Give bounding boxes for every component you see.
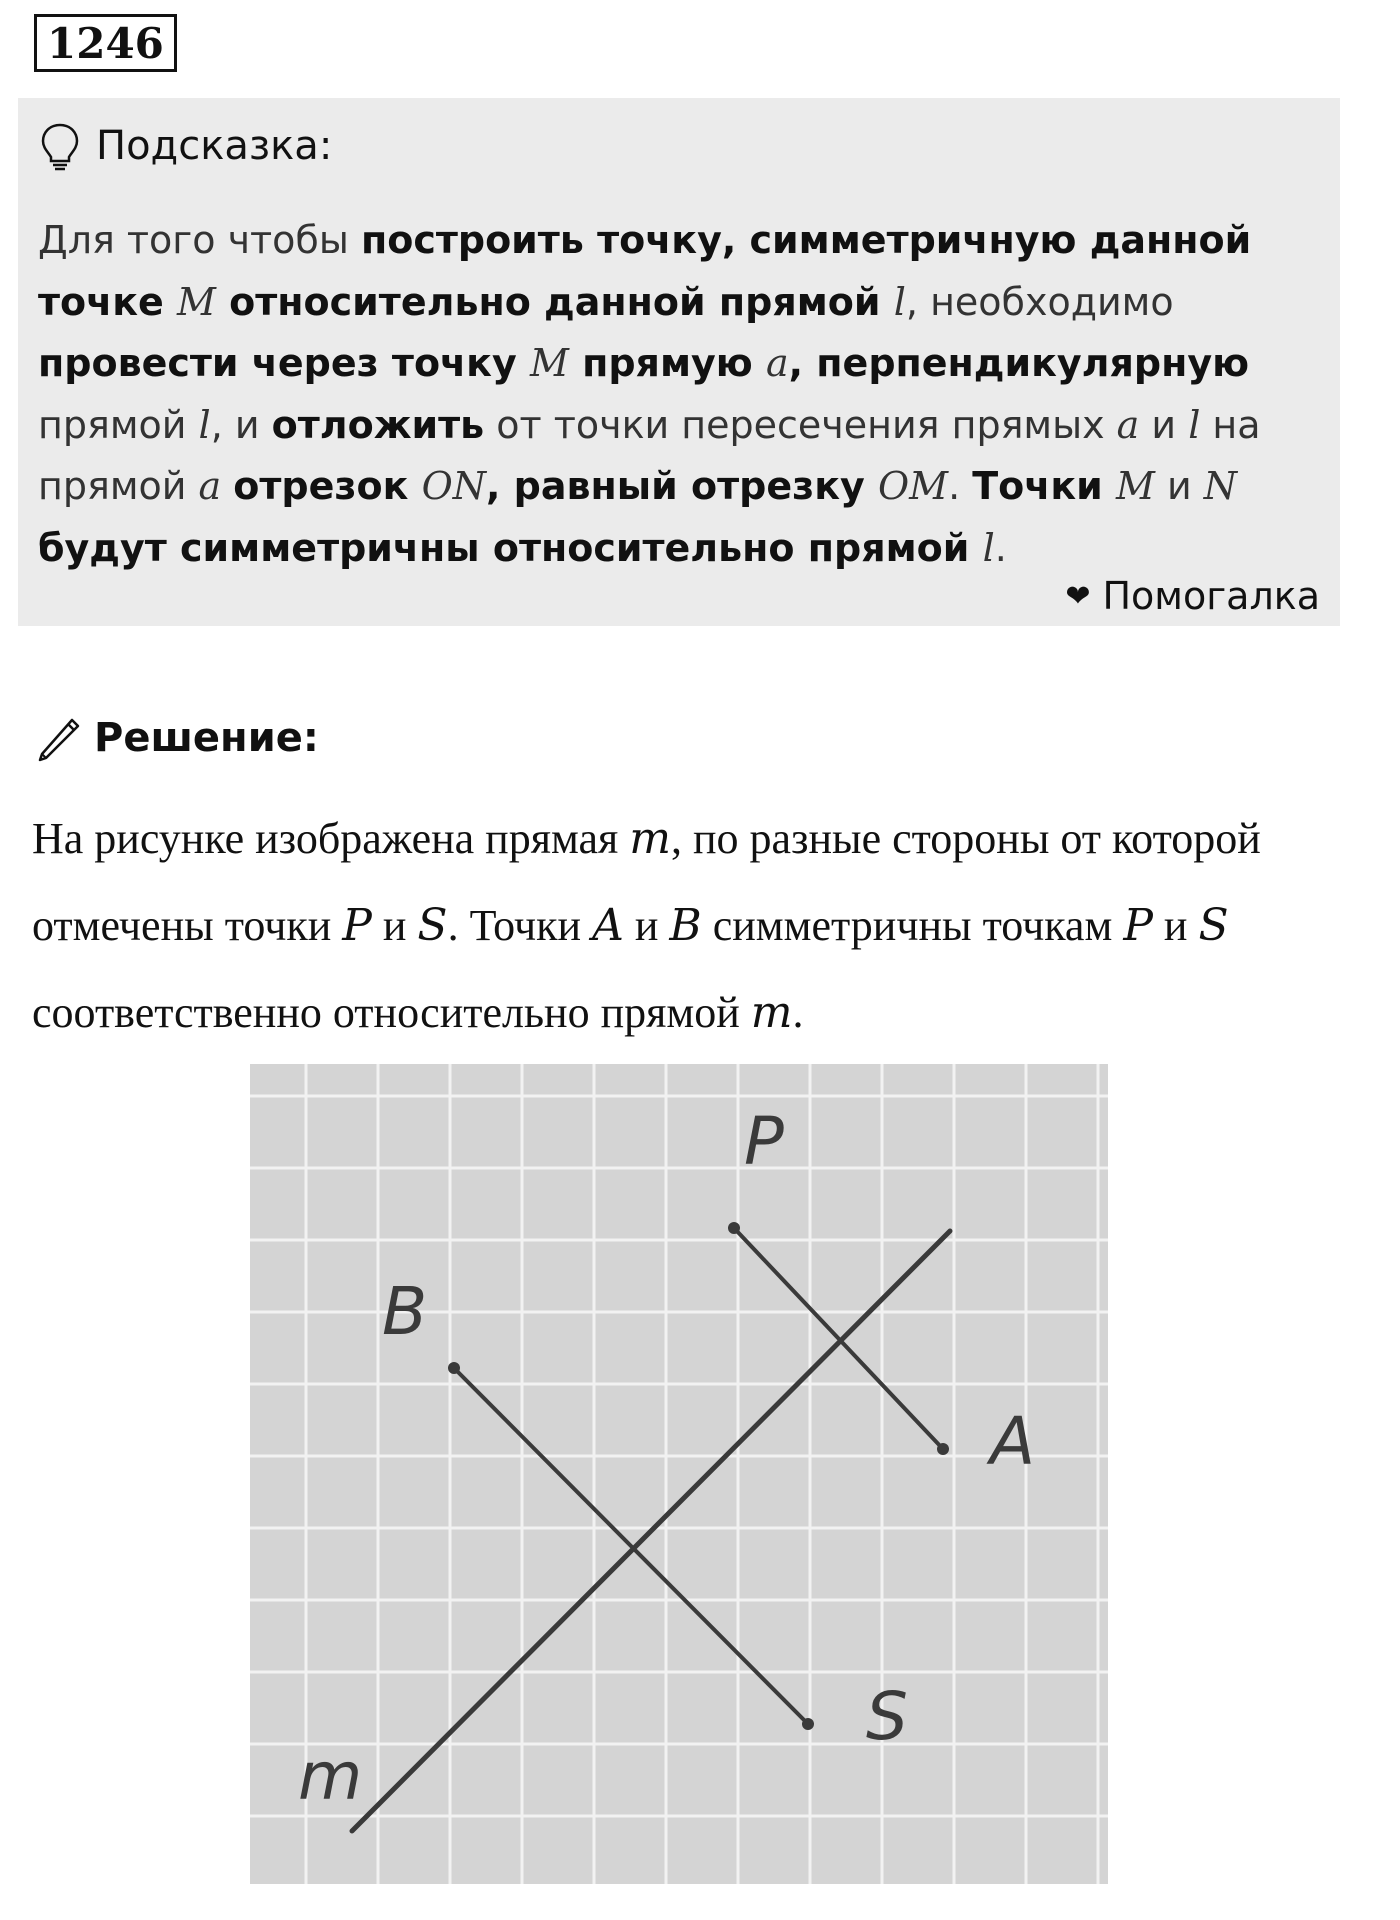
solution-text-part: и: [623, 901, 670, 950]
hint-text-part: и: [1154, 464, 1204, 508]
hint-text-bold: будут симметричны относительно прямой: [38, 525, 983, 570]
hint-text-part: прямой: [38, 402, 199, 447]
heart-icon: ❤: [1065, 578, 1091, 614]
solution-text-part: .: [792, 988, 804, 1037]
hint-text-part: от точки пересечения прямых: [484, 402, 1117, 447]
solution-math-p: P: [342, 900, 372, 951]
solution-text-part: и: [1152, 901, 1199, 950]
hint-text-part: , и: [210, 402, 272, 447]
geometry-figure: [250, 1064, 1108, 1884]
hint-text-part: [221, 464, 233, 508]
hint-text: [38, 210, 1316, 579]
hint-title: Подсказка:: [96, 123, 333, 169]
hint-text-bold: , перпендикулярную: [788, 341, 1250, 385]
hint-math-l: l: [893, 279, 906, 324]
hint-text-bold: провести через точку: [38, 341, 530, 385]
hint-text-bold: Точки: [972, 464, 1117, 508]
hint-header: [38, 120, 1316, 172]
solution-math-s: S: [1198, 900, 1229, 951]
hint-text-part: .: [994, 525, 1007, 570]
hint-math-n: N: [1203, 464, 1238, 508]
solution-text-part: и: [371, 901, 418, 950]
hint-text-bold: прямую: [568, 341, 766, 385]
hint-math-a: a: [1116, 402, 1140, 447]
hint-text-part: на прямой: [38, 402, 1261, 508]
hint-text-part: .: [948, 464, 973, 508]
solution-math-a: A: [592, 900, 624, 951]
hint-text-bold: относительно данной прямой: [215, 279, 894, 324]
hint-math-m: M: [1116, 464, 1155, 508]
hint-math-l: l: [1188, 402, 1201, 447]
solution-math-m: m: [750, 987, 793, 1038]
hint-math-on: ON: [421, 464, 486, 508]
hint-text-part: , необходимо: [905, 279, 1174, 324]
label-s: S: [866, 1678, 908, 1755]
hint-text-bold: отложить: [271, 402, 485, 447]
hint-math-m: M: [177, 279, 216, 324]
task-number: 1246: [34, 14, 177, 72]
point-s: [802, 1718, 814, 1730]
solution-math-p: P: [1123, 900, 1153, 951]
solution-math-b: B: [669, 900, 702, 951]
label-m: m: [298, 1738, 363, 1815]
hint-text-part: Для того чтобы: [38, 218, 361, 262]
solution-math-s: S: [417, 900, 448, 951]
solution-math-m: m: [629, 813, 671, 864]
solution-text-part: симметричны точкам: [701, 901, 1124, 950]
solution-text-part: , по разные стороны от которой отмечены точки: [32, 814, 1261, 950]
hint-text-bold: , равный отрезку: [486, 464, 879, 508]
label-b: B: [382, 1273, 428, 1350]
hint-text-bold: построить точку, симметричную данной точке: [38, 218, 1252, 324]
hint-math-a: a: [198, 464, 222, 508]
hint-box: [18, 98, 1340, 626]
label-p: P: [744, 1103, 784, 1180]
point-a: [937, 1443, 949, 1455]
solution-title: Решение:: [94, 715, 319, 761]
hint-math-om: OM: [878, 464, 949, 508]
solution-header: [32, 712, 319, 764]
hint-math-a: a: [765, 341, 789, 385]
brand-name: Помогалка: [1102, 574, 1320, 618]
solution-text-part: На рисунке изображена прямая: [32, 814, 630, 863]
hint-math-m: M: [529, 341, 569, 385]
hint-math-l: l: [982, 525, 995, 570]
solution-text-part: . Точки: [447, 901, 593, 950]
hint-math-l: l: [198, 402, 211, 447]
pencil-icon: [32, 712, 84, 764]
point-p: [728, 1222, 740, 1234]
hint-text-bold: отрезок: [233, 464, 422, 508]
brand-signature: [1065, 574, 1320, 618]
lightbulb-icon: [38, 121, 82, 171]
label-a: A: [990, 1403, 1036, 1480]
hint-text-part: и: [1139, 402, 1189, 447]
solution-text-part: соответственно относительно прямой: [32, 988, 751, 1037]
point-b: [448, 1362, 460, 1374]
solution-text: [32, 795, 1352, 1056]
